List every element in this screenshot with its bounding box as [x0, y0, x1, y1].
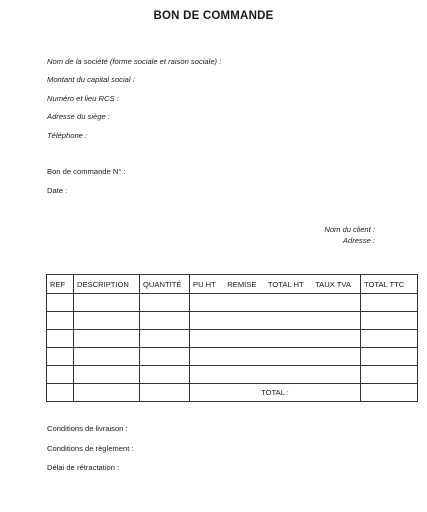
company-name-label: Nom de la société (forme sociale et raison sociale) :: [47, 57, 222, 66]
col-taux-tva: TAUX TVA: [315, 279, 351, 289]
total-label: TOTAL :: [190, 384, 361, 402]
withdrawal-period-label: Délai de rétractation :: [47, 463, 120, 472]
order-number-label: Bon de commande N° :: [47, 167, 126, 176]
col-pu-ht: PU HT: [193, 279, 216, 289]
col-group: [190, 275, 361, 294]
col-ref: REF: [47, 275, 74, 294]
table-row: [47, 330, 418, 348]
table-cell[interactable]: [361, 330, 418, 348]
col-description: DESCRIPTION: [74, 275, 140, 294]
order-table: [46, 274, 418, 402]
table-cell[interactable]: [74, 294, 140, 312]
delivery-conditions-label: Conditions de livraison :: [47, 424, 128, 433]
table-cell[interactable]: [74, 384, 140, 402]
table-cell[interactable]: [190, 312, 361, 330]
table-cell[interactable]: [190, 366, 361, 384]
table-row: [47, 294, 418, 312]
table-cell[interactable]: [361, 366, 418, 384]
table-cell[interactable]: [47, 348, 74, 366]
table-cell[interactable]: [190, 294, 361, 312]
date-label: Date :: [47, 186, 68, 195]
table-row: [47, 366, 418, 384]
table-cell[interactable]: [74, 330, 140, 348]
client-name-label: Nom du client :: [324, 225, 375, 234]
headquarters-label: Adresse du siège :: [47, 112, 110, 121]
rcs-label: Numéro et lieu RCS :: [47, 94, 119, 103]
table-cell[interactable]: [140, 348, 190, 366]
table-cell[interactable]: [361, 312, 418, 330]
table-cell[interactable]: [74, 366, 140, 384]
table-header-row: [47, 275, 418, 294]
col-remise: REMISE: [227, 279, 257, 289]
table-total-row: [47, 384, 418, 402]
table-cell[interactable]: [140, 330, 190, 348]
table-cell[interactable]: [190, 330, 361, 348]
client-address-label: Adresse :: [342, 236, 375, 245]
table-cell[interactable]: [361, 348, 418, 366]
table-row: [47, 312, 418, 330]
table-cell[interactable]: [190, 348, 361, 366]
table-cell[interactable]: [47, 384, 74, 402]
table-row: [47, 348, 418, 366]
table-cell[interactable]: [74, 312, 140, 330]
table-cell[interactable]: [47, 366, 74, 384]
table-cell[interactable]: [47, 294, 74, 312]
table-cell[interactable]: [47, 312, 74, 330]
col-total-ttc: TOTAL TTC: [361, 275, 418, 294]
document-title: BON DE COMMANDE: [153, 10, 274, 22]
table-cell[interactable]: [361, 294, 418, 312]
total-value-cell[interactable]: [361, 384, 418, 402]
col-total-ht: TOTAL HT: [267, 279, 304, 289]
table-cell[interactable]: [74, 348, 140, 366]
payment-conditions-label: Conditions de règlement :: [47, 444, 134, 453]
table-cell[interactable]: [140, 366, 190, 384]
table-cell[interactable]: [47, 330, 74, 348]
phone-label: Téléphone :: [47, 131, 88, 140]
table-cell[interactable]: [140, 312, 190, 330]
table-cell[interactable]: [140, 294, 190, 312]
col-quantity: QUANTITÉ: [140, 275, 190, 294]
capital-label: Montant du capital social :: [47, 75, 135, 84]
table-cell[interactable]: [140, 384, 190, 402]
